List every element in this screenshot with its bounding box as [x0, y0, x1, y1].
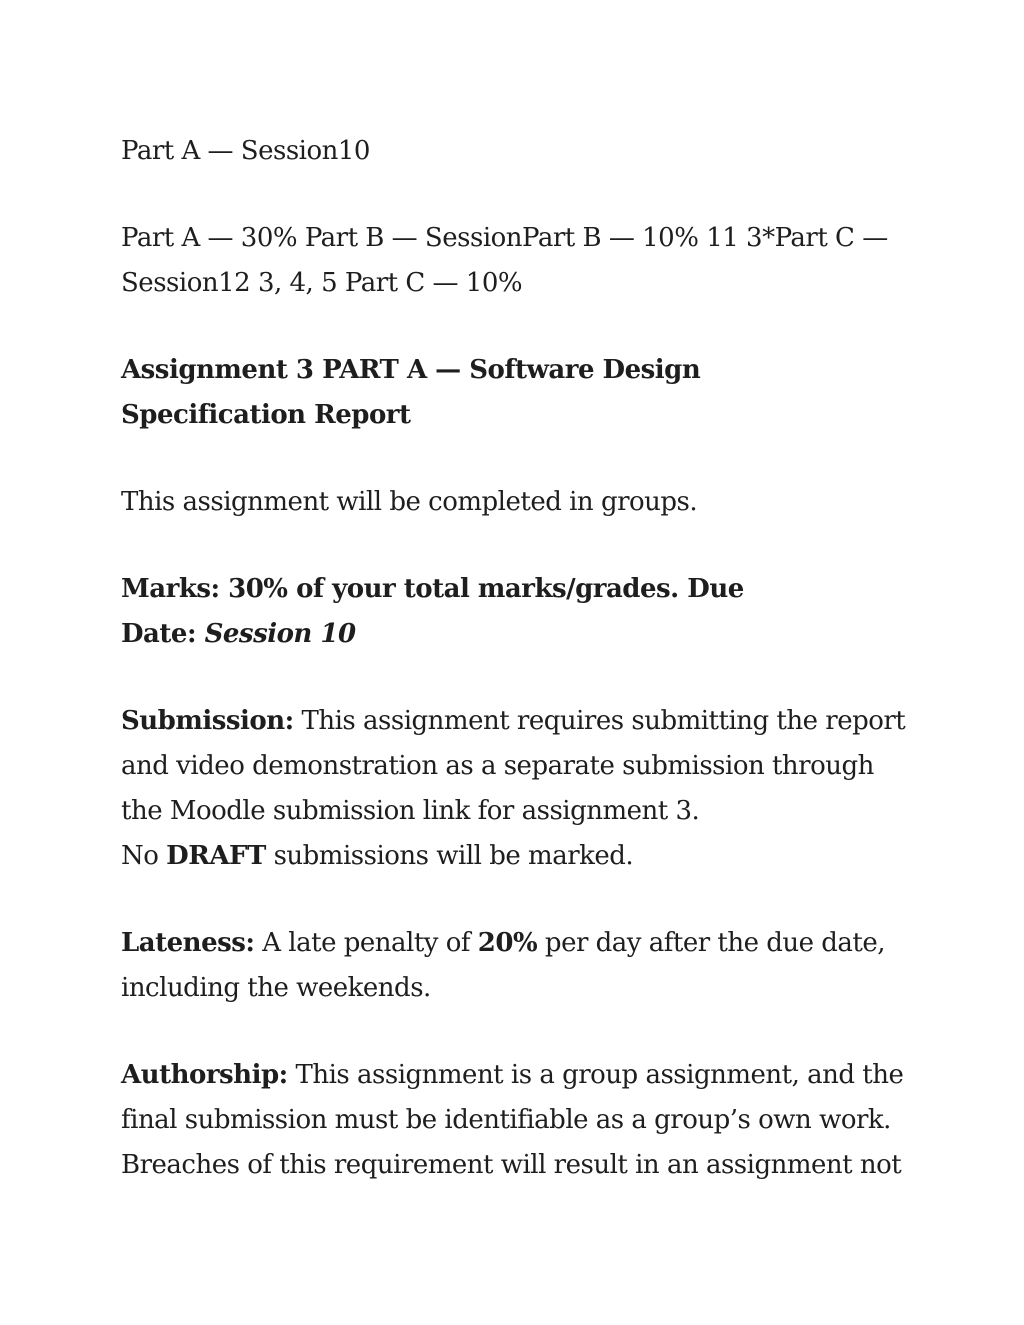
- authorship-paragraph: [121, 1053, 911, 1188]
- submission-paragraph: [121, 699, 911, 879]
- marks-text: Marks: 30% of your total marks/grades. Due Date:: [121, 574, 744, 649]
- authorship-text: This assignment is a group assignment, and the final submission must be identifiable as a group’s own work. Breaches of this requirement will result in an assignment not: [121, 1060, 904, 1180]
- draft-prefix: No: [121, 841, 167, 871]
- draft-keyword: DRAFT: [166, 841, 266, 871]
- draft-line: [121, 834, 911, 879]
- lateness-text-after: per day after the due date, including the weekends.: [121, 928, 886, 1003]
- lateness-paragraph: [121, 921, 911, 1011]
- submission-label: Submission:: [121, 706, 294, 736]
- authorship-label: Authorship:: [121, 1060, 288, 1090]
- due-date-value: Session 10: [204, 619, 356, 649]
- marks-paragraph: [121, 567, 761, 657]
- groups-line: This assignment will be completed in groups.: [121, 487, 698, 517]
- document-page: [121, 129, 911, 1188]
- submission-text: This assignment requires submitting the report and video demonstration as a separate submission through the Moodle submission link for assignment 3.: [121, 706, 906, 826]
- weights-line: Part A — 30% Part B — SessionPart B — 10% 11 3*Part C — Session12 3, 4, 5 Part C — 10%: [121, 223, 888, 298]
- assignment-heading: Assignment 3 PART A — Software Design Specification Report: [121, 355, 701, 430]
- lateness-penalty: 20%: [477, 928, 538, 958]
- session-line: Part A — Session10: [121, 136, 370, 166]
- draft-suffix: submissions will be marked.: [265, 841, 634, 871]
- lateness-label: Lateness:: [121, 928, 255, 958]
- lateness-text-before: A late penalty of: [254, 928, 478, 958]
